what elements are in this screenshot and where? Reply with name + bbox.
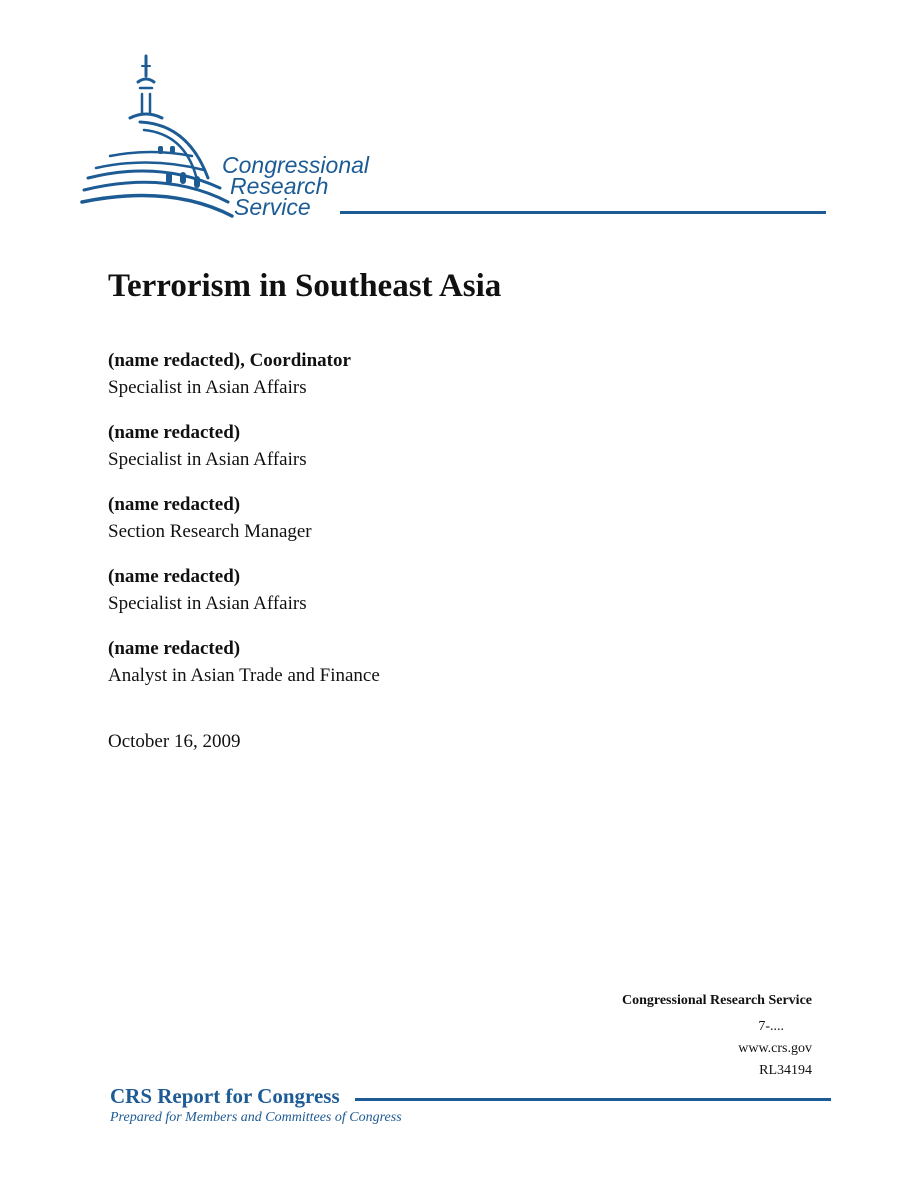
author-name: (name redacted), Coordinator <box>108 350 351 371</box>
author-list <box>108 348 380 708</box>
crs-website-link[interactable]: www.crs.gov <box>738 1041 812 1056</box>
logo-line-research: Research <box>230 173 329 199</box>
crs-info-block <box>622 990 812 1082</box>
report-id: RL34194 <box>759 1063 812 1078</box>
author-role: Analyst in Asian Trade and Finance <box>108 665 380 686</box>
crs-logo-text <box>222 152 370 220</box>
report-date: October 16, 2009 <box>108 731 241 752</box>
author-role: Specialist in Asian Affairs <box>108 377 307 398</box>
author-entry <box>108 636 380 690</box>
author-entry <box>108 348 380 402</box>
crs-report-subtitle: Prepared for Members and Committees of Congress <box>110 1110 402 1125</box>
author-entry <box>108 420 380 474</box>
crs-report-label: CRS Report for Congress <box>110 1084 340 1108</box>
footer-rule <box>355 1098 831 1101</box>
author-role: Specialist in Asian Affairs <box>108 593 307 614</box>
report-title: Terrorism in Southeast Asia <box>108 268 502 304</box>
author-name: (name redacted) <box>108 422 241 443</box>
author-role: Section Research Manager <box>108 521 312 542</box>
crs-number: 7-.... <box>758 1019 784 1034</box>
logo-rule <box>340 211 826 214</box>
logo-line-congressional: Congressional <box>222 152 370 178</box>
logo-line-service: Service <box>234 194 311 220</box>
author-entry <box>108 492 380 546</box>
author-name: (name redacted) <box>108 566 241 587</box>
author-entry <box>108 564 380 618</box>
author-name: (name redacted) <box>108 638 241 659</box>
author-name: (name redacted) <box>108 494 241 515</box>
crs-name: Congressional Research Service <box>621 993 812 1008</box>
author-role: Specialist in Asian Affairs <box>108 449 307 470</box>
